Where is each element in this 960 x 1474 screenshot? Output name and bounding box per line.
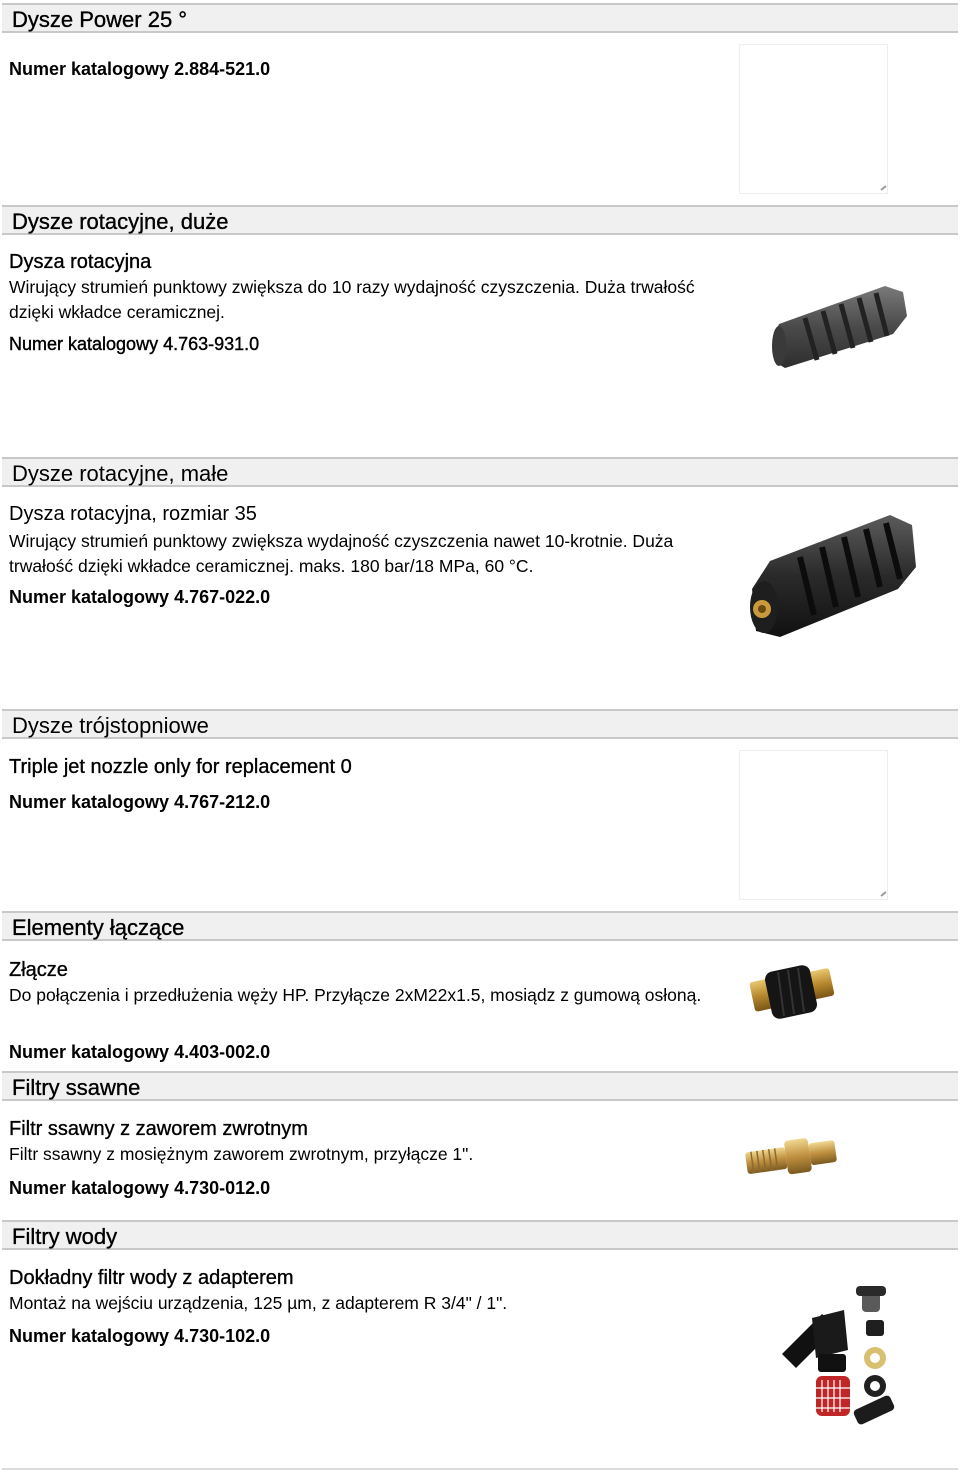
section-title: Dysze rotacyjne, duże	[12, 209, 229, 234]
item-title: Triple jet nozzle only for replacement 0	[9, 756, 352, 778]
item-description: Wirujący strumień punktowy zwiększa do 10 razy wydajność czyszczenia. Duża trwałość dzięki wkładce ceramicznej.	[9, 277, 695, 322]
catalog-number: Numer katalogowy 4.767-212.0	[9, 792, 271, 812]
bottom-divider	[2, 1468, 958, 1470]
section-title: Dysze Power 25 °	[12, 7, 188, 32]
section-title: Filtry wody	[12, 1224, 118, 1249]
section-title: Elementy łączące	[12, 915, 185, 940]
rotary-nozzle-image	[765, 276, 915, 376]
image-corner-mark-icon	[740, 45, 887, 193]
suction-filter-image	[742, 1132, 842, 1182]
image-corner-mark-icon	[740, 751, 887, 899]
catalog-number: Numer katalogowy 4.730-102.0	[9, 1326, 271, 1346]
item-description: Montaż na wejściu urządzenia, 125 µm, z adapterem R 3/4" / 1".	[9, 1293, 508, 1313]
section-header-suction-filters	[2, 1071, 958, 1101]
item-title: Filtr ssawny z zaworem zwrotnym	[9, 1118, 308, 1140]
catalog-number: Numer katalogowy 4.730-012.0	[9, 1178, 271, 1198]
catalog-number: Numer katalogowy 2.884-521.0	[9, 59, 271, 79]
section-header-rotary-large	[2, 205, 958, 235]
product-image-placeholder	[739, 750, 888, 900]
section-title: Dysze trójstopniowe	[12, 713, 209, 738]
hose-connector-image	[748, 958, 838, 1028]
item-title: Złącze	[9, 959, 68, 981]
product-image-placeholder	[739, 44, 888, 194]
item-title: Dysza rotacyjna, rozmiar 35	[9, 503, 257, 525]
catalog-number: Numer katalogowy 4.767-022.0	[9, 587, 271, 607]
catalog-number: Numer katalogowy 4.763-931.0	[9, 334, 260, 354]
section-header-power-nozzles	[2, 3, 958, 33]
section-header-water-filters	[2, 1220, 958, 1250]
catalog-number: Numer katalogowy 4.403-002.0	[9, 1042, 271, 1062]
item-title: Dysza rotacyjna	[9, 251, 152, 273]
item-title: Dokładny filtr wody z adapterem	[9, 1267, 294, 1289]
item-description: Do połączenia i przedłużenia węży HP. Przyłącze 2xM22x1.5, mosiądz z gumową osłoną.	[9, 985, 702, 1005]
section-title: Filtry ssawne	[12, 1075, 141, 1100]
water-filter-kit-image	[778, 1284, 923, 1434]
section-title: Dysze rotacyjne, małe	[12, 461, 229, 486]
section-header-rotary-small	[2, 457, 958, 487]
item-description: Filtr ssawny z mosiężnym zaworem zwrotnym, przyłącze 1".	[9, 1144, 474, 1164]
item-description: Wirujący strumień punktowy zwiększa wydajność czyszczenia nawet 10-krotnie. Duża trwałość dzięki wkładce ceramicznej. maks. 180 bar/18 MPa, 60 °C.	[9, 531, 674, 576]
section-header-connectors	[2, 911, 958, 941]
section-header-triple-jet	[2, 709, 958, 739]
rotary-nozzle-image	[740, 505, 920, 645]
